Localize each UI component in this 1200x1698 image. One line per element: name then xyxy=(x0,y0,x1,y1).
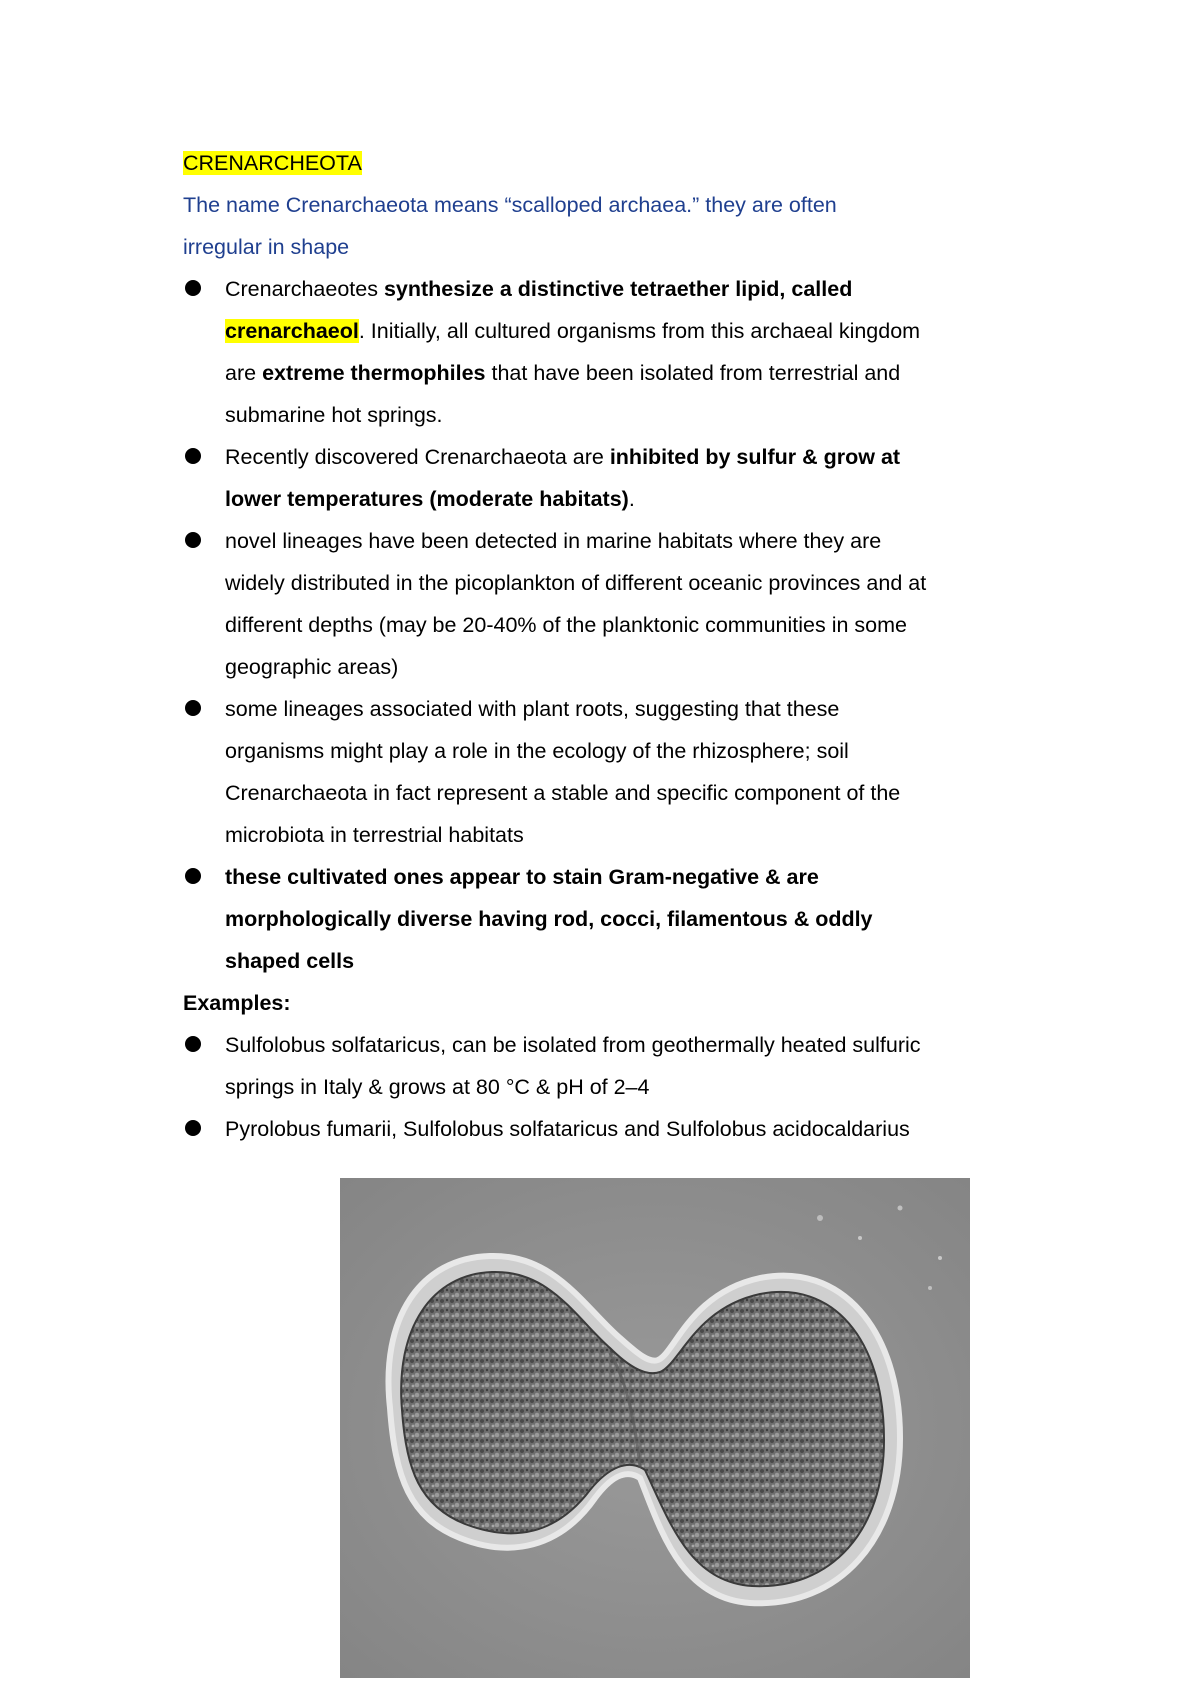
list-item-line: these cultivated ones appear to stain Gram-negative & are xyxy=(225,865,819,889)
text-run: that have been isolated from terrestrial and xyxy=(485,361,901,385)
list-item-line: submarine hot springs. xyxy=(225,403,443,427)
bullet-icon xyxy=(185,448,201,464)
examples-heading: Examples: xyxy=(183,991,291,1015)
bold-text-run: lower temperatures (moderate habitats) xyxy=(225,487,629,511)
list-item-line: different depths (may be 20-40% of the planktonic communities in some xyxy=(225,613,907,637)
bold-text-run: inhibited by sulfur & grow at xyxy=(609,445,901,469)
list-item-line xyxy=(225,268,1043,310)
list-item-line: Sulfolobus solfataricus, can be isolated from geothermally heated sulfuric xyxy=(225,1033,921,1057)
highlighted-term: crenarchaeol xyxy=(225,319,359,343)
list-item-line: morphologically diverse having rod, cocci, filamentous & oddly xyxy=(225,907,873,931)
document-body xyxy=(183,142,1043,1150)
text-run: . xyxy=(628,487,635,511)
page-title: CRENARCHEOTA xyxy=(183,151,362,175)
list-item-line: novel lineages have been detected in marine habitats where they are xyxy=(225,529,882,553)
list-item xyxy=(183,1024,1043,1108)
micrograph-figure xyxy=(340,1178,970,1678)
bullet-icon xyxy=(185,1036,201,1052)
heading-line xyxy=(183,142,1043,184)
bullet-icon xyxy=(185,532,201,548)
dividing-archaeal-cell-micrograph-icon xyxy=(340,1178,970,1678)
list-item-line xyxy=(225,352,1043,394)
intro-line-2: irregular in shape xyxy=(183,235,350,259)
list-item-line xyxy=(225,436,1043,478)
list-item-line: springs in Italy & grows at 80 °C & pH of 2–4 xyxy=(225,1075,650,1099)
list-item xyxy=(183,268,1043,436)
list-item-line: some lineages associated with plant roots, suggesting that these xyxy=(225,697,840,721)
bullet-icon xyxy=(185,868,201,884)
bold-text-run: extreme thermophiles xyxy=(262,361,486,385)
list-item xyxy=(183,520,1043,688)
list-item xyxy=(183,856,1043,982)
text-run: are xyxy=(225,361,263,385)
bullet-icon xyxy=(185,700,201,716)
list-item-line xyxy=(225,310,1043,352)
list-item xyxy=(183,688,1043,856)
list-item-line: microbiota in terrestrial habitats xyxy=(225,823,524,847)
list-item-line: Pyrolobus fumarii, Sulfolobus solfataricus and Sulfolobus acidocaldarius xyxy=(225,1117,910,1141)
list-item-line: widely distributed in the picoplankton of different oceanic provinces and at xyxy=(225,571,927,595)
list-item xyxy=(183,436,1043,520)
list-item-line xyxy=(225,478,1043,520)
intro-line-1: The name Crenarchaeota means “scalloped archaea.” they are often xyxy=(183,193,837,217)
bullet-icon xyxy=(185,280,201,296)
list-item-line: shaped cells xyxy=(225,949,355,973)
list-item-line: geographic areas) xyxy=(225,655,399,679)
list-item xyxy=(183,1108,1043,1150)
list-item-line: organisms might play a role in the ecology of the rhizosphere; soil xyxy=(225,739,849,763)
bullet-icon xyxy=(185,1120,201,1136)
text-run: Crenarchaeotes xyxy=(225,277,384,301)
text-run: . Initially, all cultured organisms from this archaeal kingdom xyxy=(358,319,921,343)
list-item-line: Crenarchaeota in fact represent a stable and specific component of the xyxy=(225,781,901,805)
bold-text-run: synthesize a distinctive tetraether lipid, called xyxy=(383,277,853,301)
text-run: Recently discovered Crenarchaeota are xyxy=(225,445,610,469)
